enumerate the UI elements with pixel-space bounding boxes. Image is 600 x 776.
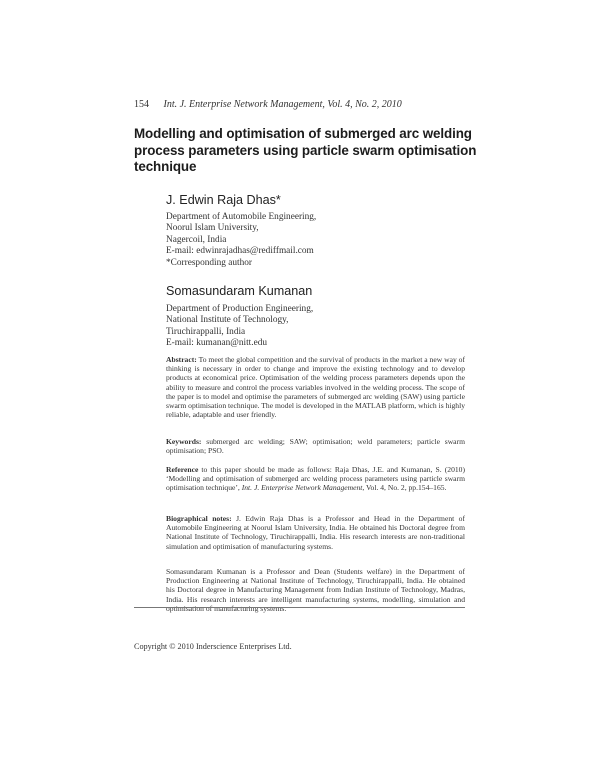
keywords-label: Keywords: — [166, 437, 202, 446]
biographical-label: Biographical notes: — [166, 514, 232, 523]
keywords — [166, 437, 465, 455]
corresponding-author-note: *Corresponding author — [166, 257, 252, 268]
keywords-text: submerged arc welding; SAW; optimisation; weld parameters; particle swarm optimisation; PSO. — [166, 437, 465, 456]
reference-note — [166, 465, 465, 493]
biography-author-1: J. Edwin Raja Dhas is a Professor and Head in the Department of Automobile Engineering at Noorul Islam University, India. He obtained his Doctoral degree from National Institute of Technology, Tiruchirappalli, India. His research interests are non-traditional simulation and optimisation of manufacturing systems. — [166, 514, 466, 551]
divider — [134, 607, 465, 608]
abstract-label: Abstract: — [166, 355, 197, 364]
author-email: E-mail: kumanan@nitt.edu — [166, 338, 267, 349]
running-head — [134, 99, 402, 110]
abstract — [166, 355, 465, 419]
paper-title: Modelling and optimisation of submerged arc welding process parameters using particle swarm optimisation technique — [134, 126, 477, 174]
reference-text: to this paper should be made as follows: Raja Dhas, J.E. and Kumanan, S. (2010) ‘Modelling and optimisation of submerged arc welding process parameters using particle swarm optimisation technique’, — [166, 465, 465, 493]
affiliation-line: Nagercoil, India — [166, 234, 227, 245]
journal-citation: Int. J. Enterprise Network Management, Vol. 4, No. 2, 2010 — [163, 99, 402, 110]
reference-label: Reference — [166, 465, 199, 474]
author-affiliation-1 — [166, 212, 316, 269]
affiliation-line: Tiruchirappalli, India — [166, 326, 246, 337]
abstract-text: To meet the global competition and the survival of products in the market a new way of thinking is necessary in order to change and improve the existing technology and to develop products at economical price. Optimisation of the welding process parameters depends upon the ability to measure and control the process variables involved in the welding process. The scope of the paper is to model and optimise the parameters of submerged arc welding (SAW) using particle swarm optimisation technique. The model is developed in the MATLAB platform, which is highly reliable, adaptable and user friendly. — [166, 355, 465, 420]
reference-volume: , Vol. 4, No. 2, pp.154–165. — [362, 483, 447, 493]
biography-author-2: Somasundaram Kumanan is a Professor and Dean (Students welfare) in the Department of Production Engineering at National Institute of Technology, Tiruchirappalli, India. He obtained his Doctoral degree in Manufacturing Management from Indian Institute of Technology, Madras, India. His research interests are intelligent manufacturing systems, modelling, simulation and optimisation of manufacturing systems. — [166, 567, 465, 613]
affiliation-line: Noorul Islam University, — [166, 223, 259, 234]
affiliation-line: National Institute of Technology, — [166, 315, 289, 326]
page-number: 154 — [134, 99, 149, 110]
affiliation-line: Department of Production Engineering, — [166, 304, 314, 314]
author-name-2: Somasundaram Kumanan — [166, 284, 313, 298]
biographical-notes — [166, 514, 465, 551]
author-affiliation-2 — [166, 304, 313, 350]
affiliation-line: Department of Automobile Engineering, — [166, 212, 317, 222]
author-name-1: J. Edwin Raja Dhas* — [166, 193, 281, 207]
reference-journal: Int. J. Enterprise Network Management — [241, 483, 363, 493]
copyright-notice: Copyright © 2010 Inderscience Enterprises Ltd. — [134, 642, 292, 651]
author-email: E-mail: edwinrajadhas@rediffmail.com — [166, 246, 314, 257]
